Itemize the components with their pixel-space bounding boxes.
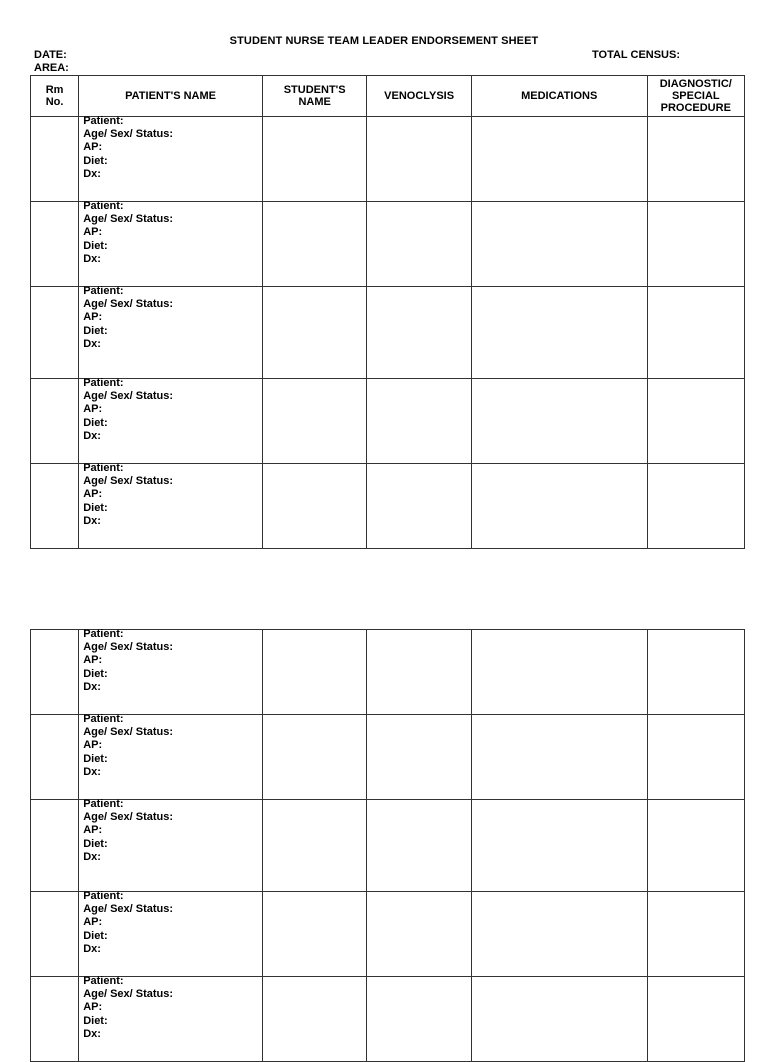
- table-row: [31, 800, 745, 892]
- student-cell[interactable]: [262, 202, 366, 287]
- diet-field: Diet:: [83, 501, 108, 514]
- header-medications: MEDICATIONS: [471, 76, 647, 117]
- rm-cell[interactable]: [31, 464, 79, 549]
- header-rm-line2: No.: [45, 96, 64, 108]
- diagnostic-cell[interactable]: [647, 892, 744, 977]
- patient-cell[interactable]: [79, 892, 263, 977]
- page-title: STUDENT NURSE TEAM LEADER ENDORSEMENT SHEET: [229, 35, 539, 47]
- patient-cell[interactable]: [79, 287, 263, 379]
- ap-field: AP:: [83, 488, 103, 501]
- patient-cell[interactable]: [79, 379, 263, 464]
- diagnostic-cell[interactable]: [647, 379, 744, 464]
- rm-cell[interactable]: [31, 117, 79, 202]
- medications-cell[interactable]: [471, 800, 647, 892]
- age-sex-status-field: Age/ Sex/ Status:: [83, 128, 174, 141]
- age-sex-status-field: Age/ Sex/ Status:: [83, 641, 174, 654]
- venoclysis-cell[interactable]: [367, 379, 471, 464]
- ap-field: AP:: [83, 1001, 103, 1014]
- age-sex-status-field: Age/ Sex/ Status:: [83, 298, 174, 311]
- diagnostic-cell[interactable]: [647, 800, 744, 892]
- patient-field: Patient:: [83, 377, 124, 389]
- diet-field: Diet:: [83, 752, 108, 765]
- endorsement-table-top: [30, 75, 745, 549]
- table-body-bottom: [31, 630, 745, 1062]
- student-cell[interactable]: [262, 464, 366, 549]
- header-venoclysis: VENOCLYSIS: [367, 76, 471, 117]
- table-row: [31, 202, 745, 287]
- patient-cell[interactable]: [79, 117, 263, 202]
- student-cell[interactable]: [262, 715, 366, 800]
- venoclysis-cell[interactable]: [367, 715, 471, 800]
- diagnostic-cell[interactable]: [647, 117, 744, 202]
- header-rm-no: [31, 76, 79, 117]
- dx-field: Dx:: [83, 765, 101, 778]
- table-row: [31, 977, 745, 1062]
- patient-field: Patient:: [83, 713, 124, 725]
- patient-cell[interactable]: [79, 464, 263, 549]
- rm-cell[interactable]: [31, 800, 79, 892]
- ap-field: AP:: [83, 916, 103, 929]
- rm-cell[interactable]: [31, 715, 79, 800]
- header-student-line1: STUDENT'S: [283, 84, 346, 96]
- age-sex-status-field: Age/ Sex/ Status:: [83, 988, 174, 1001]
- student-cell[interactable]: [262, 379, 366, 464]
- header-student-name: [262, 76, 366, 117]
- dx-field: Dx:: [83, 942, 101, 955]
- student-cell[interactable]: [262, 117, 366, 202]
- table-row: [31, 379, 745, 464]
- header-diagnostic: [647, 76, 744, 117]
- diagnostic-cell[interactable]: [647, 630, 744, 715]
- age-sex-status-field: Age/ Sex/ Status:: [83, 390, 174, 403]
- medications-cell[interactable]: [471, 464, 647, 549]
- dx-field: Dx:: [83, 850, 101, 863]
- ap-field: AP:: [83, 141, 103, 154]
- table-row: [31, 892, 745, 977]
- rm-cell[interactable]: [31, 379, 79, 464]
- table-header-row: [31, 76, 745, 117]
- rm-cell[interactable]: [31, 287, 79, 379]
- diet-field: Diet:: [83, 1014, 108, 1027]
- ap-field: AP:: [83, 654, 103, 667]
- medications-cell[interactable]: [471, 715, 647, 800]
- venoclysis-cell[interactable]: [367, 464, 471, 549]
- patient-cell[interactable]: [79, 630, 263, 715]
- venoclysis-cell[interactable]: [367, 202, 471, 287]
- dx-field: Dx:: [83, 167, 101, 180]
- diet-field: Diet:: [83, 239, 108, 252]
- table-body-top: [31, 117, 745, 549]
- header-patient-name: PATIENT'S NAME: [79, 76, 263, 117]
- medications-cell[interactable]: [471, 630, 647, 715]
- patient-cell[interactable]: [79, 715, 263, 800]
- table-row: [31, 715, 745, 800]
- venoclysis-cell[interactable]: [367, 892, 471, 977]
- patient-field: Patient:: [83, 798, 124, 810]
- medications-cell[interactable]: [471, 202, 647, 287]
- table-row: [31, 287, 745, 379]
- diagnostic-cell[interactable]: [647, 464, 744, 549]
- table-row: [31, 630, 745, 715]
- age-sex-status-field: Age/ Sex/ Status:: [83, 213, 174, 226]
- dx-field: Dx:: [83, 680, 101, 693]
- diet-field: Diet:: [83, 929, 108, 942]
- rm-cell[interactable]: [31, 202, 79, 287]
- medications-cell[interactable]: [471, 117, 647, 202]
- age-sex-status-field: Age/ Sex/ Status:: [83, 475, 174, 488]
- ap-field: AP:: [83, 226, 103, 239]
- diagnostic-cell[interactable]: [647, 715, 744, 800]
- dx-field: Dx:: [83, 514, 101, 527]
- ap-field: AP:: [83, 311, 103, 324]
- student-cell[interactable]: [262, 630, 366, 715]
- rm-cell[interactable]: [31, 892, 79, 977]
- diet-field: Diet:: [83, 667, 108, 680]
- diet-field: Diet:: [83, 416, 108, 429]
- student-cell[interactable]: [262, 892, 366, 977]
- medications-cell[interactable]: [471, 379, 647, 464]
- dx-field: Dx:: [83, 337, 101, 350]
- header-diag-line2: SPECIAL: [671, 90, 720, 102]
- patient-cell[interactable]: [79, 800, 263, 892]
- diet-field: Diet:: [83, 324, 108, 337]
- patient-cell[interactable]: [79, 202, 263, 287]
- medications-cell[interactable]: [471, 977, 647, 1062]
- diagnostic-cell[interactable]: [647, 977, 744, 1062]
- venoclysis-cell[interactable]: [367, 117, 471, 202]
- area-label: AREA:: [34, 62, 69, 74]
- patient-field: Patient:: [83, 200, 124, 212]
- patient-field: Patient:: [83, 462, 124, 474]
- header-diag-line3: PROCEDURE: [660, 102, 731, 114]
- age-sex-status-field: Age/ Sex/ Status:: [83, 811, 174, 824]
- ap-field: AP:: [83, 739, 103, 752]
- student-cell[interactable]: [262, 287, 366, 379]
- diagnostic-cell[interactable]: [647, 287, 744, 379]
- dx-field: Dx:: [83, 1027, 101, 1040]
- endorsement-table-bottom: [30, 629, 745, 1062]
- venoclysis-cell[interactable]: [367, 287, 471, 379]
- medications-cell[interactable]: [471, 892, 647, 977]
- ap-field: AP:: [83, 824, 103, 837]
- patient-field: Patient:: [83, 115, 124, 127]
- header-diag-line1: DIAGNOSTIC/: [659, 78, 732, 90]
- medications-cell[interactable]: [471, 287, 647, 379]
- diet-field: Diet:: [83, 837, 108, 850]
- patient-field: Patient:: [83, 628, 124, 640]
- dx-field: Dx:: [83, 429, 101, 442]
- venoclysis-cell[interactable]: [367, 630, 471, 715]
- age-sex-status-field: Age/ Sex/ Status:: [83, 726, 174, 739]
- header-student-line2: NAME: [298, 96, 331, 108]
- student-cell[interactable]: [262, 800, 366, 892]
- dx-field: Dx:: [83, 252, 101, 265]
- ap-field: AP:: [83, 403, 103, 416]
- student-cell[interactable]: [262, 977, 366, 1062]
- rm-cell[interactable]: [31, 630, 79, 715]
- patient-cell[interactable]: [79, 977, 263, 1062]
- age-sex-status-field: Age/ Sex/ Status:: [83, 903, 174, 916]
- venoclysis-cell[interactable]: [367, 977, 471, 1062]
- table-row: [31, 117, 745, 202]
- date-label: DATE:: [34, 49, 67, 61]
- patient-field: Patient:: [83, 890, 124, 902]
- patient-field: Patient:: [83, 975, 124, 987]
- header-rm-line1: Rm: [45, 84, 64, 96]
- table-row: [31, 464, 745, 549]
- rm-cell[interactable]: [31, 977, 79, 1062]
- venoclysis-cell[interactable]: [367, 800, 471, 892]
- diet-field: Diet:: [83, 154, 108, 167]
- total-census-label: TOTAL CENSUS:: [592, 49, 681, 61]
- diagnostic-cell[interactable]: [647, 202, 744, 287]
- patient-field: Patient:: [83, 285, 124, 297]
